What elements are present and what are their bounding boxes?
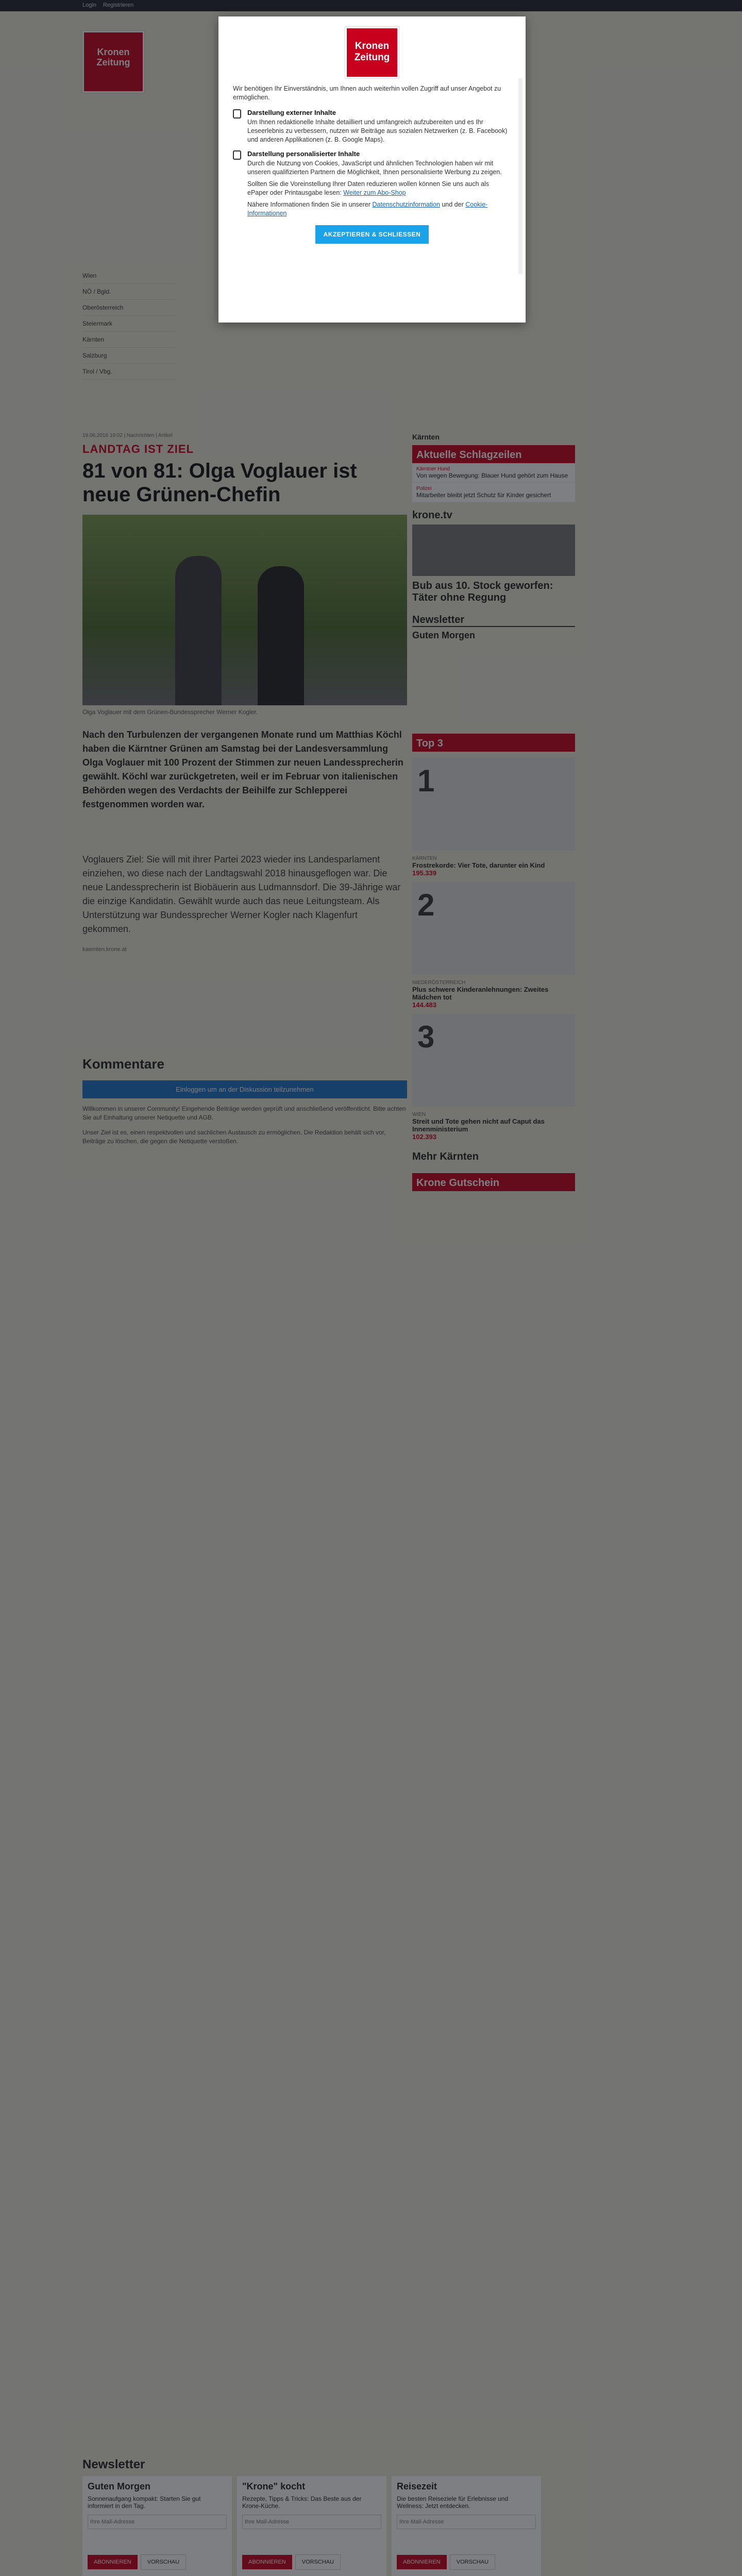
personalized-content-title: Darstellung personalisierter Inhalte — [247, 150, 360, 158]
external-content-text: Um Ihnen redaktionelle Inhalte detailliert und umfangreich aufzubereiten und es Ihr Leseerlebnis zu verbessern, nutzen wir Beiträge aus sozialen Netzwerken (z. B. Facebook) und anderen Applikationen (z. B. Google Maps). — [247, 118, 508, 143]
personalized-content-text: Durch die Nutzung von Cookies, JavaScript und ähnlichen Technologien haben wir mit unseren qualifizierten Partnern die Möglichkeit, Ihnen personalisierte Werbung zu zeigen. — [247, 160, 502, 176]
external-content-icon — [233, 109, 241, 118]
info-text: Nähere Informationen finden Sie in unserer Datenschutzinformation und der Cookie-Informationen — [247, 201, 488, 217]
external-content-block — [233, 108, 511, 144]
abo-shop-link[interactable]: Weiter zum Abo-Shop — [343, 189, 406, 196]
personalized-content-block — [233, 149, 511, 218]
consent-intro: Wir benötigen Ihr Einverständnis, um Ihnen auch weiterhin vollen Zugriff auf unser Angebot zu ermöglichen. — [233, 85, 501, 101]
revoke-text: Sollten Sie die Voreinstellung Ihrer Daten reduzieren wollen können Sie uns auch als ePaper oder Printausgabe lesen: Weiter zum Abo-Shop — [247, 180, 490, 196]
privacy-link[interactable]: Datenschutzinformation — [372, 201, 440, 208]
external-content-title: Darstellung externer Inhalte — [247, 109, 336, 116]
personalized-content-icon — [233, 150, 241, 160]
cookie-link[interactable]: Cookie-Informationen — [247, 201, 488, 217]
modal-scrollbar[interactable] — [518, 78, 522, 274]
accept-button[interactable]: AKZEPTIEREN & SCHLIESSEN — [315, 225, 429, 244]
modal-logo: Kronen Zeitung — [345, 27, 399, 78]
consent-modal — [218, 16, 526, 323]
